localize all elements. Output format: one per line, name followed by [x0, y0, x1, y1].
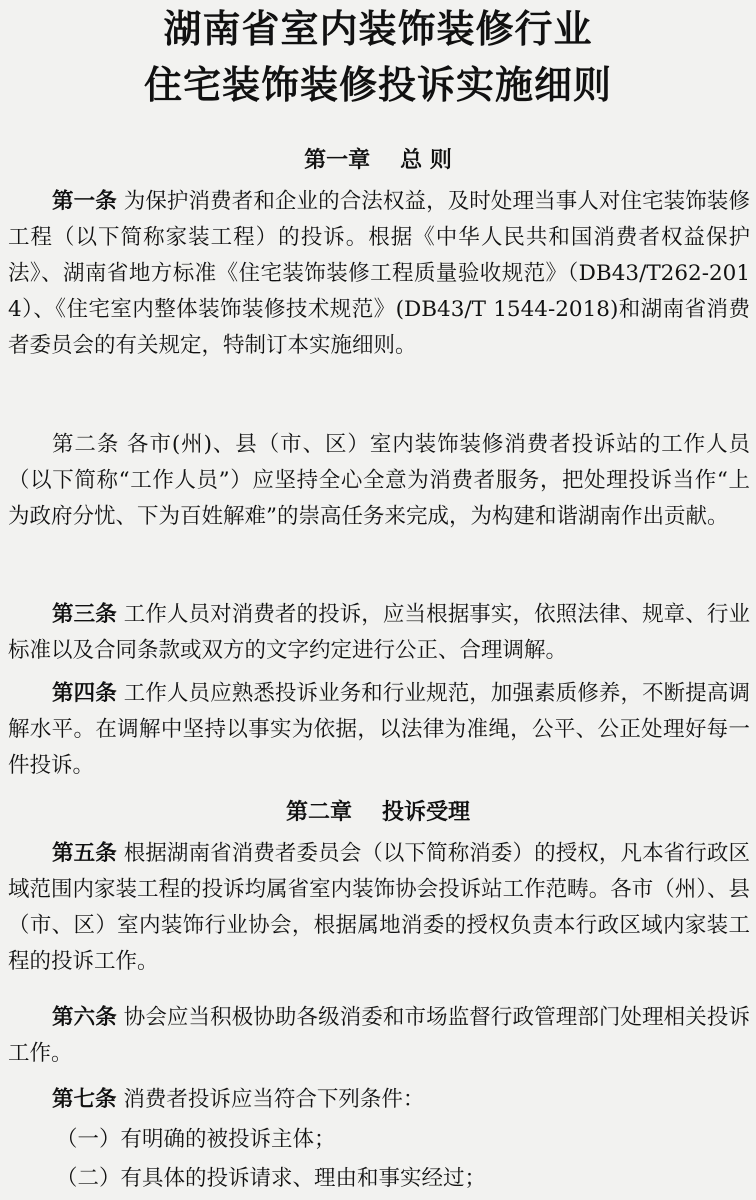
article-text: 工作人员对消费者的投诉，应当根据事实，依照法律、规章、行业标准以及合同条款或双方的文字约定进行公正、合理调解。: [8, 602, 750, 663]
document-title-line2: 住宅装饰装修投诉实施细则: [143, 63, 612, 107]
article-label: 第二条: [52, 432, 120, 457]
article-7-item-2: （二）有具体的投诉请求、理由和事实经过；: [56, 1166, 487, 1191]
article-text: 各市(州)、县（市、区）室内装饰装修消费者投诉站的工作人员（以下简称“工作人员”）应坚持全心全意为消费者服务，把处理投诉当作“上为政府分忧、下为百姓解难”的崇高任务来完成，为构建和谐湖南作出贡献。: [8, 432, 750, 529]
article-text: 根据湖南省消费者委员会（以下简称消委）的授权，凡本省行政区域范围内家装工程的投诉均属省室内装饰协会投诉站工作范畴。各市（州）、县（市、区）室内装饰行业协会，根据属地消委的授权负责本行政区域内家装工程的投诉工作。: [8, 841, 750, 974]
article-2: [8, 427, 750, 535]
article-label: 第四条: [52, 681, 117, 706]
article-text: 消费者投诉应当符合下列条件：: [123, 1087, 425, 1112]
article-text: 为保护消费者和企业的合法权益，及时处理当事人对住宅装饰装修工程（以下简称家装工程）的投诉。根据《中华人民共和国消费者权益保护法》、湖南省地方标准《住宅装饰装修工程质量验收规范》（DB43/T262-2014）、《住宅室内整体装饰装修技术规范》(DB43/T 1544-2018)和湖南省消费者委员会的有关规定，特制订本实施细则。: [8, 189, 750, 358]
chapter-number: 第一章: [304, 148, 371, 173]
article-3: [8, 597, 750, 669]
article-label: 第五条: [52, 841, 117, 866]
document-title-line1: 湖南省室内装饰装修行业: [163, 7, 593, 51]
article-label: 第六条: [52, 1005, 117, 1030]
article-7: [8, 1082, 750, 1118]
article-1: [8, 184, 750, 364]
chapter-name: 总 则: [400, 148, 452, 173]
article-label: 第三条: [52, 602, 117, 627]
article-5: [8, 836, 750, 980]
chapter-heading-2: [0, 797, 756, 829]
chapter-heading-1: [0, 145, 756, 177]
article-label: 第七条: [52, 1087, 117, 1112]
article-7-item-1: （一）有明确的被投诉主体；: [56, 1127, 336, 1152]
article-6: [8, 1000, 750, 1072]
chapter-number: 第二章: [285, 800, 352, 825]
article-text: 协会应当积极协助各级消委和市场监督行政管理部门处理相关投诉工作。: [8, 1005, 750, 1066]
article-4: [8, 676, 750, 784]
chapter-name: 投诉受理: [382, 800, 471, 825]
article-label: 第一条: [52, 189, 117, 214]
article-text: 工作人员应熟悉投诉业务和行业规范，加强素质修养，不断提高调解水平。在调解中坚持以事实为依据，以法律为准绳，公平、公正处理好每一件投诉。: [8, 681, 750, 778]
